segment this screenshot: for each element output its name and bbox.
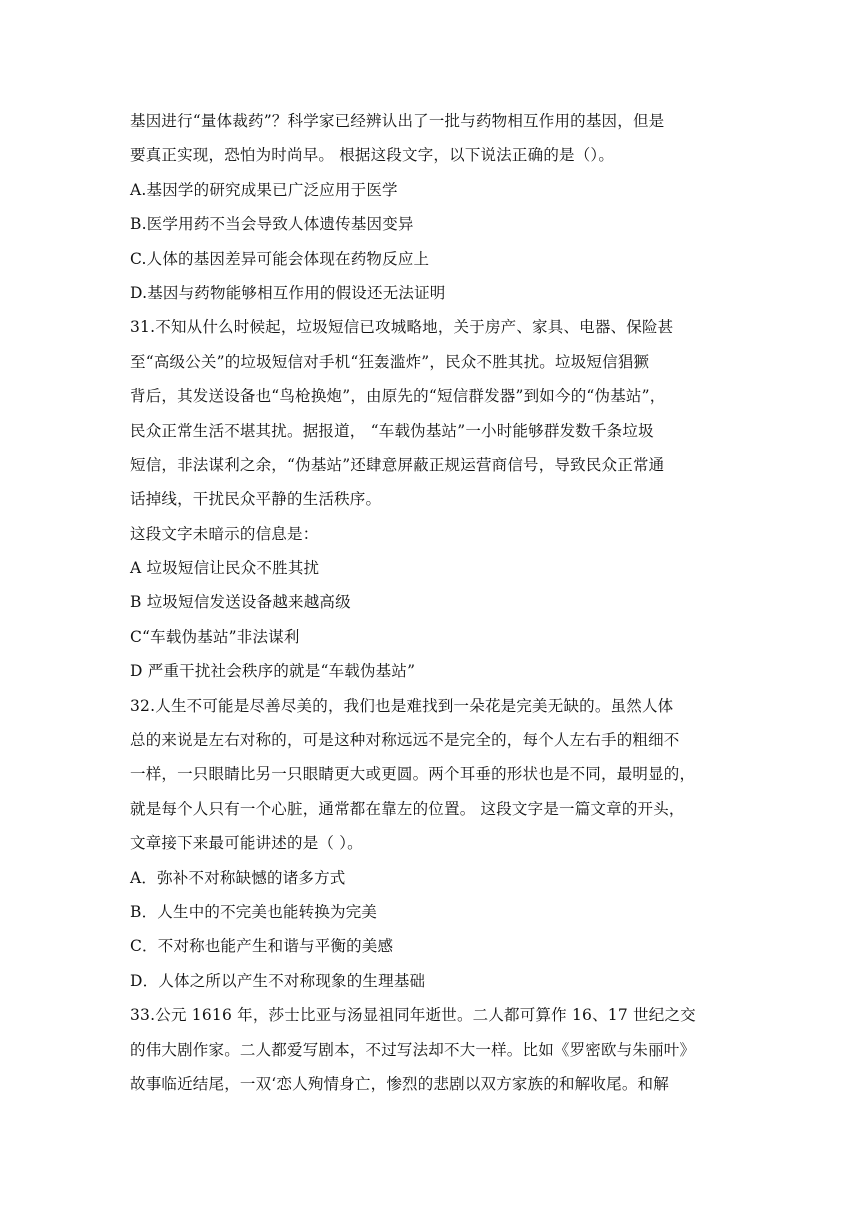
text-line: 要真正实现，恐怕为时尚早。 根据这段文字，以下说法正确的是（）。 <box>130 146 615 165</box>
option-line: D 严重干扰社会秩序的就是“车载伪基站” <box>130 662 416 681</box>
text-line: 基因进行“量体裁药”？科学家已经辨认出了一批与药物相互作用的基因，但是 <box>130 112 665 130</box>
option-line: B 垃圾短信发送设备越来越高级 <box>130 593 351 612</box>
text-line: 一样，一只眼睛比另一只眼睛更大或更圆。两个耳垂的形状也是不同，最明显的， <box>130 765 696 784</box>
document-body <box>130 104 750 1101</box>
text-line: 背后，其发送设备也“鸟枪换炮”，由原先的“短信群发器”到如今的“伪基站”， <box>130 387 666 406</box>
text-line: 的伟大剧作家。二人都爱写剧本，不过写法却不大一样。比如《罗密欧与朱丽叶》 <box>130 1040 696 1059</box>
text-line: 故事临近结尾，一双‘恋人殉情身亡，惨烈的悲剧以双方家族的和解收尾。和解 <box>130 1074 669 1093</box>
option-line: D.基因与药物能够相互作用的假设还无法证明 <box>130 283 446 302</box>
option-line: C．不对称也能产生和谐与平衡的美感 <box>130 937 394 956</box>
option-line: C.人体的基因差异可能会体现在药物反应上 <box>130 249 430 268</box>
option-line: A．弥补不对称缺憾的诸多方式 <box>130 868 346 887</box>
option-line: A.基因学的研究成果已广泛应用于医学 <box>130 180 398 199</box>
text-line: 短信，非法谋利之余，“伪基站”还肆意屏蔽正规运营商信号，导致民众正常通 <box>130 455 665 474</box>
question-32-line: 32.人生不可能是尽善尽美的，我们也是难找到一朵花是完美无缺的。虽然人体 <box>130 696 674 715</box>
text-line: 民众正常生活不堪其扰。据报道， “车载伪基站”一小时能够群发数千条垃圾 <box>130 421 654 440</box>
question-31-line: 31.不知从什么时候起，垃圾短信已攻城略地，关于房产、家具、电器、保险甚 <box>130 318 674 337</box>
option-line: B．人生中的不完美也能转换为完美 <box>130 902 378 921</box>
option-line: D．人体之所以产生不对称现象的生理基础 <box>130 971 426 990</box>
question-33-line: 33.公元 1616 年，莎士比亚与汤显祖同年逝世。二人都可算作 16、17 世纪之交 <box>130 1006 696 1025</box>
text-line: 至“高级公关”的垃圾短信对手机“狂轰滥炸”，民众不胜其扰。垃圾短信猖獗 <box>130 352 650 371</box>
option-line: C“车载伪基站”非法谋利 <box>130 627 300 646</box>
option-line: B.医学用药不当会导致人体遗传基因变异 <box>130 215 414 234</box>
option-line: A 垃圾短信让民众不胜其扰 <box>130 559 320 578</box>
question-prompt: 这段文字未暗示的信息是： <box>130 524 319 543</box>
text-line: 总的来说是左右对称的，可是这种对称远远不是完全的，每个人左右手的粗细不 <box>130 731 680 750</box>
question-prompt: 文章接下来最可能讲述的是（ ）。 <box>130 834 363 853</box>
text-line: 就是每个人只有一个心脏，通常都在靠左的位置。 这段文字是一篇文章的开头， <box>130 799 685 818</box>
text-line: 话掉线，干扰民众平静的生活秩序。 <box>130 490 382 509</box>
